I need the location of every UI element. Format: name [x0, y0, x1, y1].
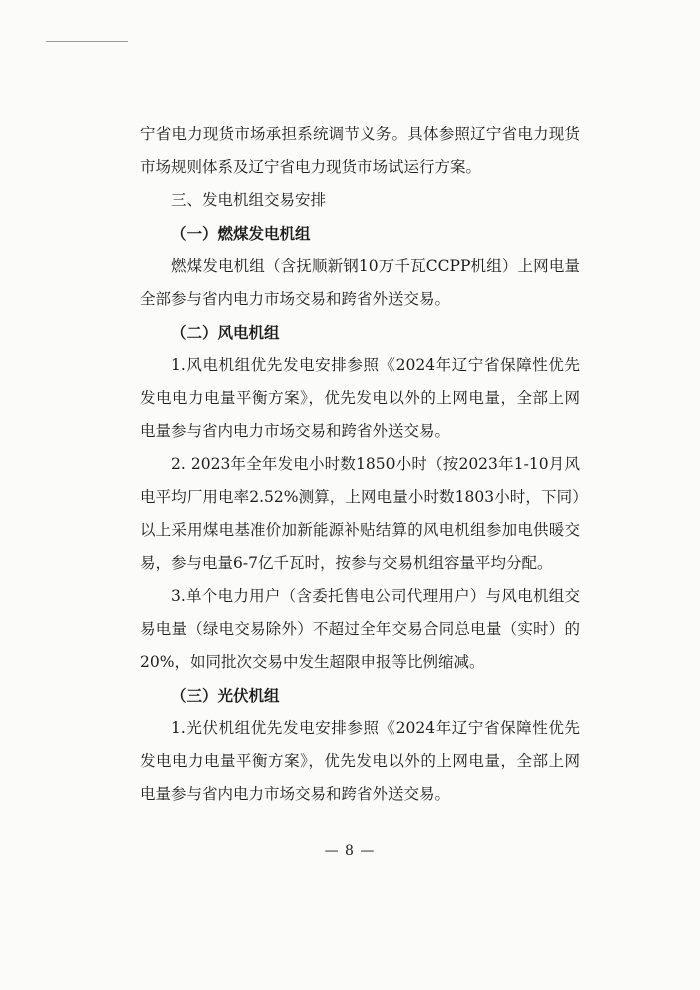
- subsection-heading-wind: （二）风电机组: [171, 323, 280, 342]
- paragraph-wind-1: 1.风电机组优先发电安排参照《2024年辽宁省保障性优先发电电力电量平衡方案》，优先发电以外的上网电量，全部上网电量参与省内电力市场交易和跨省外送交易。: [140, 356, 580, 440]
- subsection-heading-solar: （三）光伏机组: [171, 686, 280, 705]
- paragraph-solar-1: 1.光伏机组优先发电安排参照《2024年辽宁省保障性优先发电电力电量平衡方案》，优先发电以外的上网电量，全部上网电量参与省内电力市场交易和跨省外送交易。: [140, 719, 580, 803]
- paragraph-wind-2: 2. 2023年全年发电小时数1850小时（按2023年1-10月风电平均厂用电率2.52%测算，上网电量小时数1803小时，下同）以上采用煤电基准价加新能源补贴结算的风电机组参加电供暖交易，参与电量6-7亿千瓦时，按参与交易机组容量平均分配。: [140, 455, 580, 572]
- paragraph-coal: 燃煤发电机组（含抚顺新钢10万千瓦CCPP机组）上网电量全部参与省内电力市场交易和跨省外送交易。: [140, 257, 580, 308]
- section-heading: 三、发电机组交易安排: [171, 191, 327, 209]
- subsection-heading-coal: （一）燃煤发电机组: [171, 224, 311, 243]
- paragraph-wind-3: 3.单个电力用户（含委托售电公司代理用户）与风电机组交易电量（绿电交易除外）不超过全年交易合同总电量（实时）的20%，如同批次交易中发生超限申报等比例缩减。: [140, 587, 580, 671]
- header-rule: [46, 41, 128, 42]
- continued-paragraph: 宁省电力现货市场承担系统调节义务。具体参照辽宁省电力现货市场规则体系及辽宁省电力现货市场试运行方案。: [140, 125, 580, 176]
- page-number: — 8 —: [324, 843, 376, 859]
- document-body: [140, 118, 580, 811]
